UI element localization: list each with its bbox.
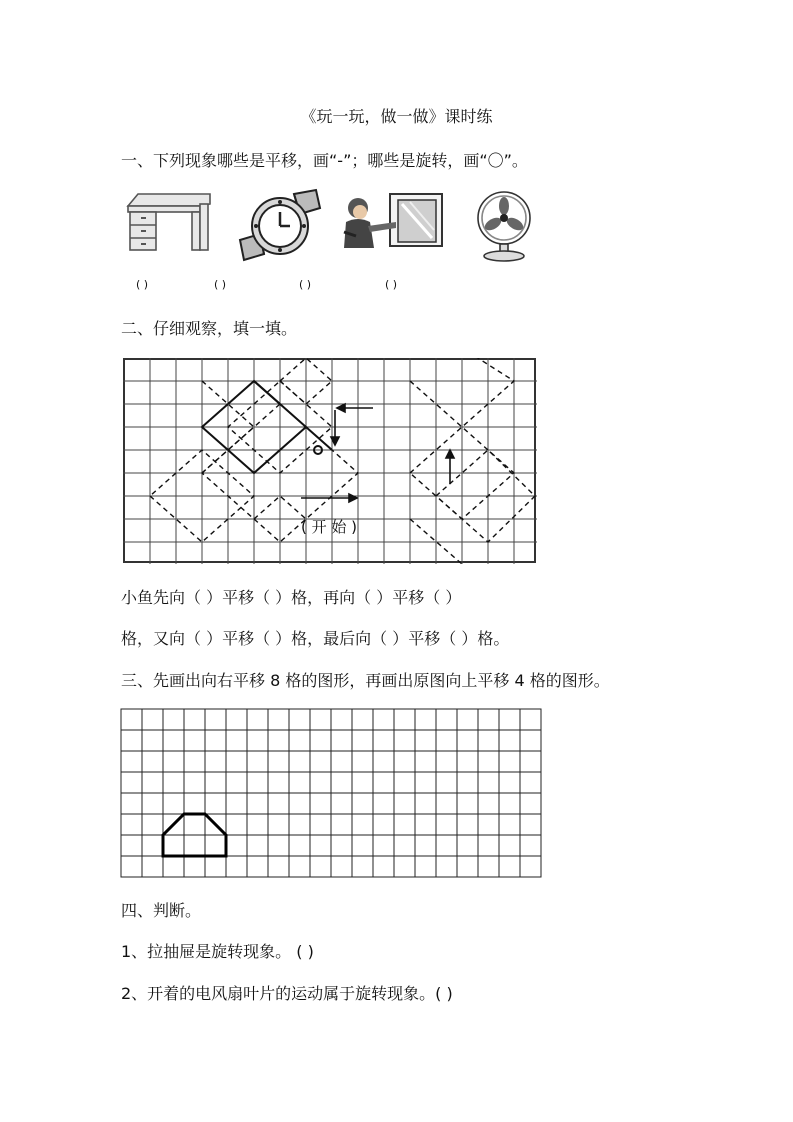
- question-4-item-1: 1、拉抽屉是旋转现象。 ( ): [121, 942, 314, 961]
- start-label: ( 开 始 ): [301, 518, 358, 536]
- electric-fan-icon: [474, 190, 538, 264]
- answer-blank-3[interactable]: ( ): [299, 278, 312, 291]
- question-3-heading: 三、先画出向右平移 8 格的图形，再画出原图向上平移 4 格的图形。: [121, 671, 610, 690]
- drawing-grid[interactable]: [120, 708, 542, 878]
- question-4-heading: 四、判断。: [121, 901, 202, 920]
- answer-blank-4[interactable]: ( ): [385, 278, 398, 291]
- worksheet-title: 《玩一玩，做一做》课时练: [300, 107, 493, 126]
- fish-grid-lines: [123, 358, 537, 564]
- question-2-heading: 二、仔细观察，填一填。: [121, 319, 298, 338]
- desk-drawer-icon: [126, 192, 212, 254]
- answer-blank-2[interactable]: ( ): [214, 278, 227, 291]
- answer-blank-1[interactable]: ( ): [136, 278, 149, 291]
- window-slide-icon: [340, 192, 444, 254]
- question-2-blank-line-2: 格，又向（ ）平移（ ）格，最后向（ ）平移（ ）格。: [121, 629, 510, 648]
- wristwatch-icon: [236, 188, 322, 262]
- question-2-blank-line-1: 小鱼先向（ ）平移（ ）格，再向（ ）平移（ ）: [121, 588, 462, 607]
- question-4-item-2: 2、开着的电风扇叶片的运动属于旋转现象。( ): [121, 984, 453, 1003]
- question-1-heading: 一、下列现象哪些是平移，画“-”；哪些是旋转，画“〇”。: [121, 151, 528, 170]
